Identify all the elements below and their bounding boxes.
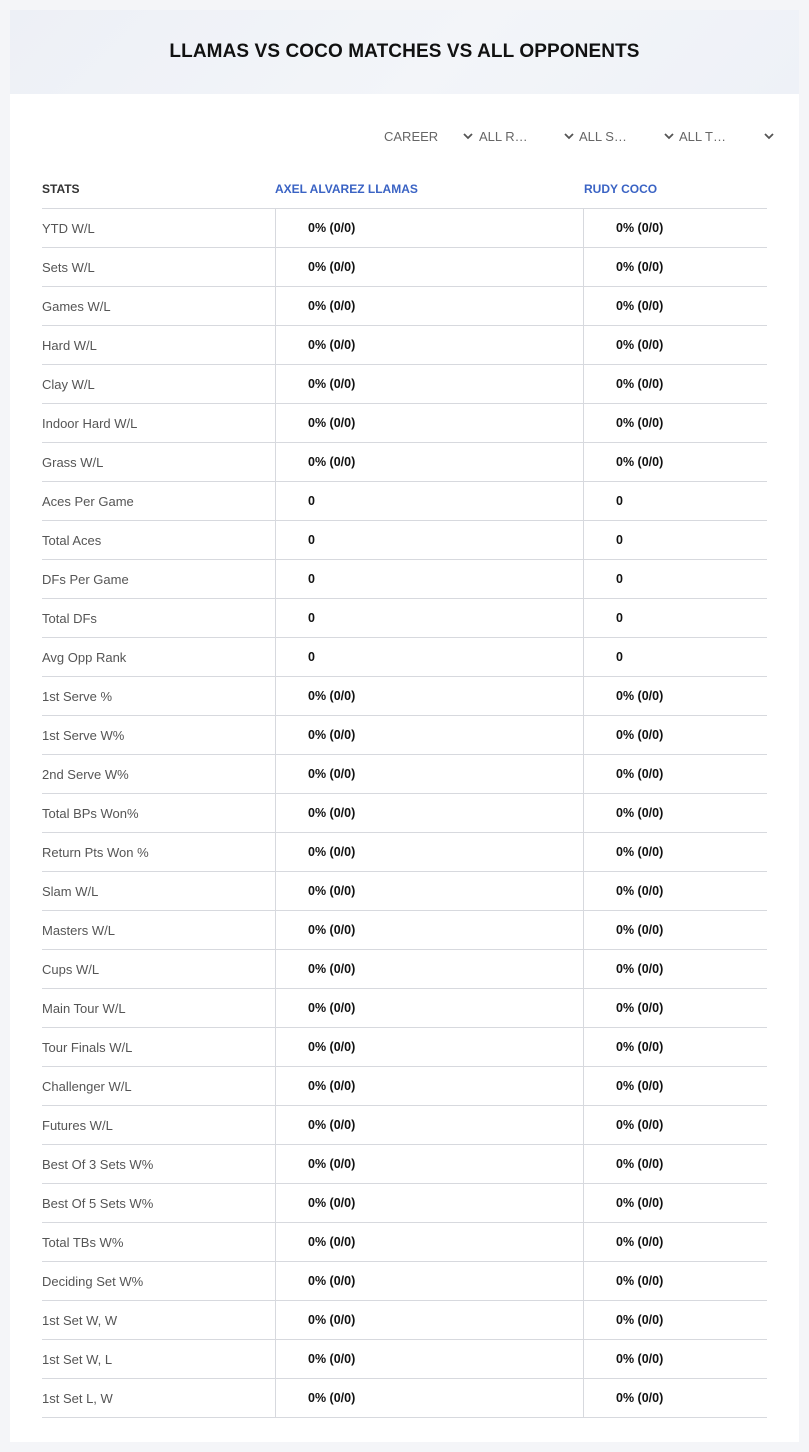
player1-value: 0% (0/0) — [308, 923, 356, 937]
player1-value: 0% (0/0) — [308, 1196, 356, 1210]
player2-cell — [583, 599, 768, 637]
player1-value: 0% (0/0) — [308, 455, 356, 469]
player1-cell — [275, 521, 584, 559]
player2-value: 0% (0/0) — [616, 416, 664, 430]
player2-cell — [583, 1067, 768, 1105]
player2-value: 0% (0/0) — [616, 1274, 664, 1288]
player2-cell — [583, 443, 768, 481]
table-row — [42, 1301, 767, 1340]
player1-value: 0% (0/0) — [308, 1352, 356, 1366]
player2-cell — [583, 989, 768, 1027]
player2-cell — [583, 1184, 768, 1222]
table-row — [42, 599, 767, 638]
filter-round-select[interactable] — [479, 128, 569, 146]
stat-name: Total Aces — [42, 533, 102, 548]
stat-name: Total TBs W% — [42, 1235, 124, 1250]
player1-value: 0% (0/0) — [308, 728, 356, 742]
player2-value: 0% (0/0) — [616, 260, 664, 274]
player1-value: 0 — [308, 533, 315, 547]
player1-cell — [275, 911, 584, 949]
filter-period-label: CAREER — [384, 129, 439, 144]
player1-cell — [275, 248, 584, 286]
table-body — [42, 209, 767, 1418]
stats-table — [42, 170, 767, 1418]
page-title: LLAMAS VS COCO MATCHES VS ALL OPPONENTS — [169, 41, 640, 62]
player2-value: 0% (0/0) — [616, 1157, 664, 1171]
stat-name: Grass W/L — [42, 455, 104, 470]
player1-value: 0% (0/0) — [308, 1001, 356, 1015]
table-row — [42, 248, 767, 287]
player1-link[interactable]: AXEL ALVAREZ LLAMAS — [275, 182, 418, 196]
filter-bar — [384, 128, 767, 146]
player1-cell — [275, 404, 584, 442]
player2-value: 0% (0/0) — [616, 1118, 664, 1132]
stat-name: 1st Serve W% — [42, 728, 125, 743]
player1-value: 0% (0/0) — [308, 1313, 356, 1327]
table-row — [42, 1184, 767, 1223]
player1-cell — [275, 365, 584, 403]
player2-value: 0% (0/0) — [616, 689, 664, 703]
player1-cell — [275, 1340, 584, 1378]
player1-cell — [275, 482, 584, 520]
player2-link[interactable]: RUDY COCO — [584, 182, 658, 196]
page-header — [10, 10, 799, 94]
player2-cell — [583, 287, 768, 325]
table-row — [42, 1106, 767, 1145]
table-row — [42, 287, 767, 326]
chevron-down-icon — [663, 130, 675, 142]
player1-value: 0% (0/0) — [308, 416, 356, 430]
table-row — [42, 209, 767, 248]
player2-value: 0 — [616, 650, 623, 664]
player1-value: 0 — [308, 611, 315, 625]
player1-value: 0% (0/0) — [308, 689, 356, 703]
table-row — [42, 833, 767, 872]
stat-name: Tour Finals W/L — [42, 1040, 133, 1055]
player1-cell — [275, 755, 584, 793]
table-row — [42, 872, 767, 911]
player1-cell — [275, 1184, 584, 1222]
player1-cell — [275, 638, 584, 676]
table-row — [42, 1340, 767, 1379]
player2-cell — [583, 1106, 768, 1144]
table-row — [42, 794, 767, 833]
player2-cell — [583, 716, 768, 754]
player2-value: 0% (0/0) — [616, 455, 664, 469]
player2-value: 0 — [616, 611, 623, 625]
stat-name: Main Tour W/L — [42, 1001, 126, 1016]
table-row — [42, 950, 767, 989]
table-row — [42, 482, 767, 521]
player1-value: 0% (0/0) — [308, 845, 356, 859]
player1-cell — [275, 560, 584, 598]
player2-value: 0% (0/0) — [616, 299, 664, 313]
player2-cell — [583, 1340, 768, 1378]
table-row — [42, 1067, 767, 1106]
player1-value: 0% (0/0) — [308, 1157, 356, 1171]
player1-cell — [275, 1106, 584, 1144]
table-row — [42, 1379, 767, 1418]
player2-cell — [583, 326, 768, 364]
player2-cell — [583, 482, 768, 520]
stat-name: Sets W/L — [42, 260, 95, 275]
filter-tournament-label: ALL T… — [679, 129, 726, 144]
filter-tournament-select[interactable] — [679, 128, 769, 146]
table-row — [42, 326, 767, 365]
stat-name: Return Pts Won % — [42, 845, 149, 860]
player2-value: 0% (0/0) — [616, 1196, 664, 1210]
stat-name: Futures W/L — [42, 1118, 113, 1133]
player2-value: 0% (0/0) — [616, 767, 664, 781]
player2-value: 0 — [616, 533, 623, 547]
table-row — [42, 677, 767, 716]
player1-value: 0% (0/0) — [308, 1040, 356, 1054]
player2-cell — [583, 1223, 768, 1261]
player1-cell — [275, 677, 584, 715]
stat-name: 1st Set W, L — [42, 1352, 113, 1367]
player2-cell — [583, 1301, 768, 1339]
player2-cell — [583, 794, 768, 832]
player1-cell — [275, 1145, 584, 1183]
player1-cell — [275, 872, 584, 910]
player2-value: 0 — [616, 494, 623, 508]
player2-cell — [583, 1379, 768, 1417]
table-row — [42, 716, 767, 755]
player2-value: 0% (0/0) — [616, 1040, 664, 1054]
filter-period-select[interactable] — [384, 128, 474, 146]
player1-cell — [275, 794, 584, 832]
player2-value: 0% (0/0) — [616, 1352, 664, 1366]
player2-cell — [583, 404, 768, 442]
player2-cell — [583, 560, 768, 598]
player2-cell — [583, 209, 768, 247]
player2-cell — [583, 638, 768, 676]
player2-cell — [583, 248, 768, 286]
player2-value: 0% (0/0) — [616, 338, 664, 352]
stat-name: YTD W/L — [42, 221, 95, 236]
player2-value: 0% (0/0) — [616, 884, 664, 898]
stat-name: Masters W/L — [42, 923, 115, 938]
table-row — [42, 755, 767, 794]
player2-cell — [583, 755, 768, 793]
stat-name: Cups W/L — [42, 962, 100, 977]
stat-name: Avg Opp Rank — [42, 650, 127, 665]
player1-value: 0% (0/0) — [308, 962, 356, 976]
player2-value: 0% (0/0) — [616, 377, 664, 391]
player1-cell — [275, 326, 584, 364]
chevron-down-icon — [462, 130, 474, 142]
player2-value: 0% (0/0) — [616, 1079, 664, 1093]
stat-name: Challenger W/L — [42, 1079, 132, 1094]
table-row — [42, 1262, 767, 1301]
player1-cell — [275, 716, 584, 754]
stats-column-header: STATS — [42, 182, 80, 196]
player2-cell — [583, 911, 768, 949]
player2-cell — [583, 872, 768, 910]
player1-value: 0% (0/0) — [308, 1274, 356, 1288]
player2-value: 0% (0/0) — [616, 728, 664, 742]
player2-cell — [583, 677, 768, 715]
player1-cell — [275, 989, 584, 1027]
stat-name: 1st Set W, W — [42, 1313, 118, 1328]
stat-name: Total BPs Won% — [42, 806, 139, 821]
stat-name: 1st Set L, W — [42, 1391, 113, 1406]
player1-value: 0% (0/0) — [308, 338, 356, 352]
player1-value: 0% (0/0) — [308, 884, 356, 898]
stat-name: Aces Per Game — [42, 494, 134, 509]
player2-value: 0% (0/0) — [616, 1235, 664, 1249]
player2-cell — [583, 365, 768, 403]
player2-value: 0% (0/0) — [616, 1313, 664, 1327]
table-row — [42, 521, 767, 560]
player1-cell — [275, 443, 584, 481]
stat-name: DFs Per Game — [42, 572, 129, 587]
table-row — [42, 1223, 767, 1262]
player1-value: 0% (0/0) — [308, 767, 356, 781]
player2-value: 0% (0/0) — [616, 221, 664, 235]
player1-value: 0% (0/0) — [308, 299, 356, 313]
player1-cell — [275, 209, 584, 247]
table-row — [42, 638, 767, 677]
player2-value: 0 — [616, 572, 623, 586]
player2-value: 0% (0/0) — [616, 1391, 664, 1405]
stat-name: Best Of 3 Sets W% — [42, 1157, 154, 1172]
player1-cell — [275, 1223, 584, 1261]
player2-value: 0% (0/0) — [616, 923, 664, 937]
player2-cell — [583, 1145, 768, 1183]
stat-name: Clay W/L — [42, 377, 95, 392]
table-row — [42, 911, 767, 950]
player2-cell — [583, 1262, 768, 1300]
stats-card — [10, 10, 799, 1442]
player1-value: 0% (0/0) — [308, 806, 356, 820]
player1-value: 0% (0/0) — [308, 1391, 356, 1405]
stat-name: Hard W/L — [42, 338, 97, 353]
stat-name: Indoor Hard W/L — [42, 416, 138, 431]
player2-value: 0% (0/0) — [616, 845, 664, 859]
player1-value: 0 — [308, 494, 315, 508]
player1-value: 0% (0/0) — [308, 260, 356, 274]
stat-name: Best Of 5 Sets W% — [42, 1196, 154, 1211]
player1-cell — [275, 287, 584, 325]
player1-cell — [275, 1262, 584, 1300]
player1-value: 0% (0/0) — [308, 1079, 356, 1093]
player2-cell — [583, 1028, 768, 1066]
player2-value: 0% (0/0) — [616, 1001, 664, 1015]
stat-name: Slam W/L — [42, 884, 99, 899]
table-row — [42, 365, 767, 404]
player1-cell — [275, 1028, 584, 1066]
player1-cell — [275, 833, 584, 871]
player1-value: 0 — [308, 650, 315, 664]
table-row — [42, 1028, 767, 1067]
player1-value: 0% (0/0) — [308, 1118, 356, 1132]
player1-cell — [275, 1301, 584, 1339]
stat-name: 2nd Serve W% — [42, 767, 129, 782]
player2-cell — [583, 950, 768, 988]
table-header — [42, 170, 767, 209]
filter-round-label: ALL R… — [479, 129, 528, 144]
player2-cell — [583, 521, 768, 559]
player1-value: 0% (0/0) — [308, 1235, 356, 1249]
chevron-down-icon — [563, 130, 575, 142]
stat-name: Games W/L — [42, 299, 111, 314]
stat-name: Total DFs — [42, 611, 97, 626]
player1-cell — [275, 1379, 584, 1417]
player1-value: 0 — [308, 572, 315, 586]
table-row — [42, 443, 767, 482]
player1-cell — [275, 1067, 584, 1105]
table-row — [42, 989, 767, 1028]
player2-cell — [583, 833, 768, 871]
table-row — [42, 1145, 767, 1184]
stat-name: 1st Serve % — [42, 689, 113, 704]
filter-surface-label: ALL S… — [579, 129, 627, 144]
player2-value: 0% (0/0) — [616, 962, 664, 976]
table-row — [42, 560, 767, 599]
filter-surface-select[interactable] — [579, 128, 671, 146]
player1-value: 0% (0/0) — [308, 377, 356, 391]
player2-value: 0% (0/0) — [616, 806, 664, 820]
player1-cell — [275, 599, 584, 637]
table-row — [42, 404, 767, 443]
stat-name: Deciding Set W% — [42, 1274, 144, 1289]
player1-cell — [275, 950, 584, 988]
chevron-down-icon — [763, 130, 775, 142]
player1-value: 0% (0/0) — [308, 221, 356, 235]
